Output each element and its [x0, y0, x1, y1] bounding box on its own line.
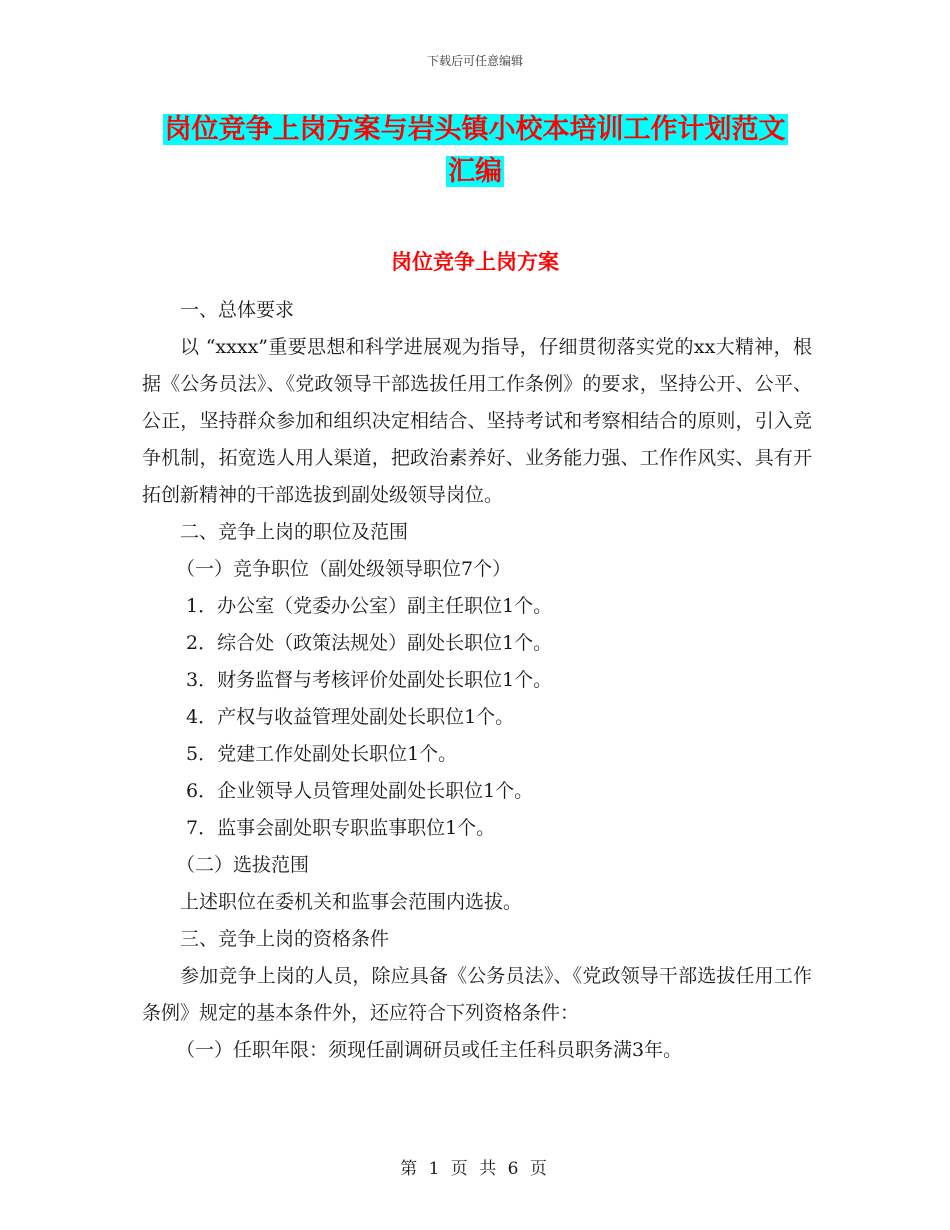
document-body [142, 292, 812, 1069]
list-item: 3．财务监督与考核评价处副处长职位1个。 [186, 669, 553, 691]
document-title-line-1 [0, 110, 950, 150]
document-title-text-1: 岗位竞争上岗方案与岩头镇小校本培训工作计划范文 [164, 114, 786, 145]
list-item: 6．企业领导人员管理处副处长职位1个。 [186, 780, 534, 802]
list-item: 2．综合处（政策法规处）副处长职位1个。 [186, 632, 553, 654]
paragraph-general-requirements: 以 “xxxx”重要思想和科学进展观为指导，仔细贯彻落实党的xx大精神，根据《公务员法》、《党政领导干部选拔任用工作条例》的要求，坚持公开、公平、公正，坚持群众参加和组织决定相结合、坚持考试和考察相结合的原则，引入竞争机制，拓宽选人用人渠道，把政治素养好、业务能力强、工作作风实、具有开拓创新精神的干部选拔到副处级领导岗位。 [142, 336, 812, 506]
paragraph-tenure-requirement: （一）任职年限：须现任副调研员或任主任科员职务满3年。 [176, 1039, 683, 1061]
document-title-line-2 [0, 152, 950, 192]
heading-general-requirements: 一、总体要求 [180, 299, 295, 321]
heading-positions-scope: 二、竞争上岗的职位及范围 [180, 521, 409, 543]
list-item: 5．党建工作处副处长职位1个。 [186, 743, 458, 765]
document-title-text-2: 汇编 [448, 156, 502, 187]
list-item: 1．办公室（党委办公室）副主任职位1个。 [186, 595, 553, 617]
subheading-competitive-positions: （一）竞争职位（副处级领导职位7个） [176, 558, 512, 580]
heading-qualifications: 三、竞争上岗的资格条件 [180, 928, 390, 950]
list-item: 4．产权与收益管理处副处长职位1个。 [186, 706, 515, 728]
subheading-selection-scope: （二）选拔范围 [176, 854, 310, 876]
paragraph-selection-scope: 上述职位在委机关和监事会范围内选拔。 [180, 891, 523, 913]
page-header-note: 下载后可任意编辑 [426, 54, 523, 68]
list-item: 7．监事会副处职专职监事职位1个。 [186, 817, 496, 839]
section-title: 岗位竞争上岗方案 [391, 250, 559, 274]
page-number: 第 1 页 共 6 页 [400, 1159, 550, 1179]
paragraph-qualifications: 参加竞争上岗的人员，除应具备《公务员法》、《党政领导干部选拔任用工作条例》规定的基本条件外，还应符合下列资格条件： [142, 965, 812, 1024]
